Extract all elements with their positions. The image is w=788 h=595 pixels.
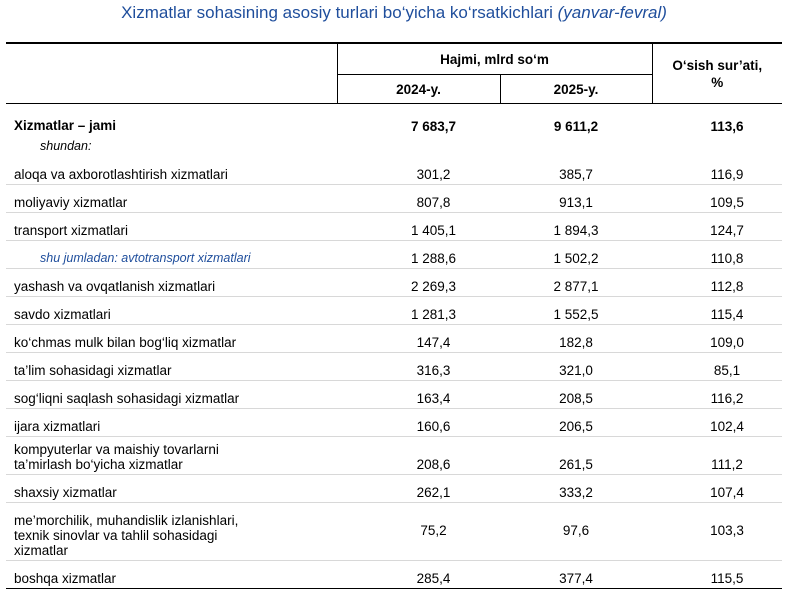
row-growth: 111,2 <box>652 436 782 474</box>
row-growth: 116,2 <box>652 380 782 408</box>
row-name-line2: ta’mirlash bo‘yicha xizmatlar <box>14 456 183 472</box>
table-row <box>6 296 782 324</box>
row-value-2025: 1 502,2 <box>500 240 652 268</box>
title-period: (yanvar-fevral) <box>557 3 667 22</box>
row-value-2024: 1 288,6 <box>337 240 500 268</box>
row-value-2024: 262,1 <box>337 474 500 502</box>
row-value-2024: 1 281,3 <box>337 296 500 324</box>
header-volume: Hajmi, mlrd so‘m <box>337 43 652 75</box>
row-growth: 116,9 <box>652 156 782 184</box>
row-name: savdo xizmatlari <box>6 296 337 324</box>
row-value-2024: 301,2 <box>337 156 500 184</box>
row-growth: 112,8 <box>652 268 782 296</box>
row-growth: 103,3 <box>652 502 782 560</box>
row-growth: 113,6 <box>652 104 782 137</box>
row-value-2024: 208,6 <box>337 436 500 474</box>
table-title <box>0 0 788 30</box>
row-value-2024: 147,4 <box>337 324 500 352</box>
row-value-2025: 385,7 <box>500 156 652 184</box>
row-value-2024: 285,4 <box>337 560 500 588</box>
row-value-2025: 182,8 <box>500 324 652 352</box>
row-growth: 115,5 <box>652 560 782 588</box>
row-name: aloqa va axborotlashtirish xizmatlari <box>6 156 337 184</box>
services-table <box>6 42 782 589</box>
row-value-2024: 7 683,7 <box>337 104 500 137</box>
row-growth: 109,5 <box>652 184 782 212</box>
row-value-2024: 1 405,1 <box>337 212 500 240</box>
table-row <box>6 324 782 352</box>
row-name-line2: texnik sinovlar va tahlil sohasidagi <box>14 527 218 543</box>
row-value-2024: 160,6 <box>337 408 500 436</box>
row-value-2025: 1 894,3 <box>500 212 652 240</box>
row-name-line1: kompyuterlar va maishiy tovarlarni <box>14 441 219 457</box>
row-growth: 85,1 <box>652 352 782 380</box>
table-row-total <box>6 104 782 137</box>
row-value-2025: 321,0 <box>500 352 652 380</box>
row-growth: 115,4 <box>652 296 782 324</box>
table-row <box>6 474 782 502</box>
header-growth-line2: % <box>711 74 724 90</box>
row-name: sog‘liqni saqlash sohasidagi xizmatlar <box>6 380 337 408</box>
row-growth: 110,8 <box>652 240 782 268</box>
header-growth-line1: O‘sish sur’ati, <box>672 57 763 73</box>
row-value-2024: 807,8 <box>337 184 500 212</box>
row-growth: 124,7 <box>652 212 782 240</box>
row-name: shaxsiy xizmatlar <box>6 474 337 502</box>
row-name <box>6 502 337 560</box>
row-value-2024: 316,3 <box>337 352 500 380</box>
row-value-2024: 2 269,3 <box>337 268 500 296</box>
table-row-avtotransport <box>6 240 782 268</box>
header-year-2024: 2024-y. <box>337 75 500 104</box>
row-value-2025: 261,5 <box>500 436 652 474</box>
row-value-2025: 913,1 <box>500 184 652 212</box>
row-name: boshqa xizmatlar <box>6 560 337 588</box>
row-value-2025: 206,5 <box>500 408 652 436</box>
row-value-2025: 1 552,5 <box>500 296 652 324</box>
row-value-2025: 208,5 <box>500 380 652 408</box>
table-row <box>6 352 782 380</box>
row-name: shu jumladan: avtotransport xizmatlari <box>6 240 337 268</box>
table-row-subheading <box>6 136 782 156</box>
row-growth: 109,0 <box>652 324 782 352</box>
table-row <box>6 212 782 240</box>
row-name: Xizmatlar – jami <box>6 104 337 137</box>
row-value-2025: 333,2 <box>500 474 652 502</box>
table-row <box>6 184 782 212</box>
row-name: transport xizmatlari <box>6 212 337 240</box>
table-row <box>6 560 782 588</box>
row-value-2025: 2 877,1 <box>500 268 652 296</box>
row-name: moliyaviy xizmatlar <box>6 184 337 212</box>
row-value-2025: 97,6 <box>500 502 652 560</box>
title-main: Xizmatlar sohasining asosiy turlari bo‘yicha ko‘rsatkichlari <box>121 3 553 22</box>
table-row <box>6 408 782 436</box>
header-growth <box>652 43 782 104</box>
table-row <box>6 156 782 184</box>
table-row <box>6 436 782 474</box>
row-value-2025: 9 611,2 <box>500 104 652 137</box>
row-name: ta’lim sohasidagi xizmatlar <box>6 352 337 380</box>
table-row <box>6 502 782 560</box>
row-name-line3: xizmatlar <box>14 542 69 558</box>
row-name: yashash va ovqatlanish xizmatlari <box>6 268 337 296</box>
row-value-2024: 163,4 <box>337 380 500 408</box>
table-row <box>6 380 782 408</box>
row-name: ijara xizmatlari <box>6 408 337 436</box>
header-year-2025: 2025-y. <box>500 75 652 104</box>
row-value-2025: 377,4 <box>500 560 652 588</box>
row-name <box>6 436 337 474</box>
row-growth: 107,4 <box>652 474 782 502</box>
row-name-line1: me’morchilik, muhandislik izlanishlari, <box>14 512 239 528</box>
table-row <box>6 268 782 296</box>
row-value-2024: 75,2 <box>337 502 500 560</box>
row-growth: 102,4 <box>652 408 782 436</box>
header-blank <box>6 43 337 104</box>
subheading-label: shundan: <box>40 139 92 153</box>
row-name: ko‘chmas mulk bilan bog‘liq xizmatlar <box>6 324 337 352</box>
